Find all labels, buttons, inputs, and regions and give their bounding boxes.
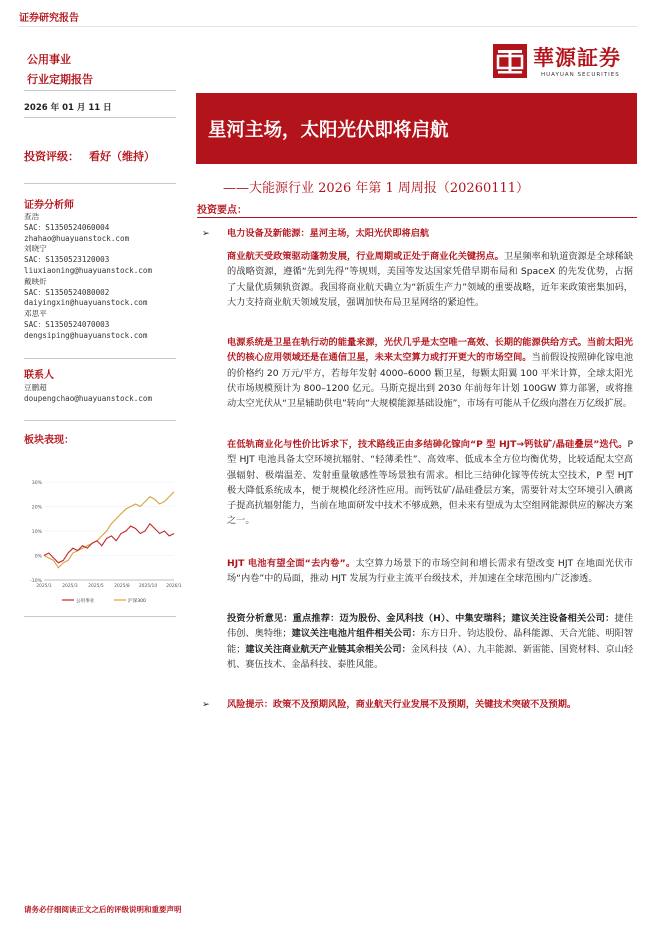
y-tick-label: -10% bbox=[30, 579, 42, 584]
key-points-divider bbox=[197, 217, 637, 218]
analyst-name: 查浩 bbox=[24, 212, 40, 221]
analyst-email[interactable]: zhahao@huayuanstock.com bbox=[24, 233, 130, 243]
paragraph-power-body: 当前假设按照砷化镓电池的价格约 20 万元/平方，若每年发射 4000–6000 颗卫星，每颗太阳翼 100 平米计算，全球太阳光伏市场规模预计为 800–1200 亿元。马斯克提出到 2030 年前每年计划 100GW 算力部署，或将推动太空光伏从“卫星辅助供电”转向“大规模能源基础设施”，市场有可能从千亿级向潜在万亿级扩展。 bbox=[227, 352, 634, 410]
report-title-text: 星河主场，太阳光伏即将启航 bbox=[208, 119, 449, 141]
paragraph-power-system bbox=[227, 335, 633, 411]
performance-chart bbox=[24, 476, 184, 612]
divider bbox=[24, 420, 176, 421]
analyst-name: 邓思平 bbox=[24, 309, 47, 319]
investment-recommend: 迈为股份、金风科技（H）、中集安瑞科； bbox=[339, 613, 512, 624]
report-type: 证券研究报告 bbox=[19, 13, 79, 24]
bullet-energy bbox=[202, 226, 632, 241]
analyst-sac: SAC：S1350524070003 bbox=[24, 319, 110, 329]
analyst-name: 刘晓宁 bbox=[24, 244, 47, 254]
analyst-sac: SAC：S1350524060004 bbox=[24, 222, 110, 232]
y-tick-label: 20% bbox=[31, 505, 42, 511]
bullet-risk bbox=[202, 697, 632, 712]
key-points-label: 投资要点： bbox=[197, 205, 247, 216]
investment-label-equipment: 建议关注设备相关公司： bbox=[511, 613, 615, 624]
report-title bbox=[196, 93, 637, 164]
top-divider bbox=[19, 26, 637, 27]
paragraph-technology-body: P 型 HJT 电池具备太空环境抗辐射、“轻薄柔性”、高效率、低成本全方位均衡优势，比较适配太空高强辐射、极端温差、发射重量敏感性等场景独有需求。相比三结砷化镓等传统太空技术，P 型 HJT 极大降低系统成本，便于规模化经济性应用。而钙钛矿/晶硅叠层方案，需要针对太空环境引入碘离子提高抗辐射能力，当前在地面研发中技术不够成熟，但未来有望成为太空组网能源供应的解决方案之一。 bbox=[227, 439, 633, 527]
bullet-energy-text: 电力设备及新能源：星河主场，太阳光伏即将启航 bbox=[227, 228, 430, 239]
contact-label: 联系人 bbox=[24, 370, 54, 381]
analyst-sac: SAC：S1350523120003 bbox=[24, 255, 110, 265]
report-subtitle: ——大能源行业 2026 年第 1 周周报（20260111） bbox=[223, 181, 530, 196]
analyst-name: 戴映炘 bbox=[24, 276, 47, 286]
y-tick-label: 0% bbox=[34, 554, 42, 560]
analyst-email[interactable]: liuxiaoning@huayuanstock.com bbox=[24, 265, 153, 275]
series-line-sector bbox=[44, 524, 174, 563]
investment-label: 投资分析意见：重点推荐： bbox=[227, 613, 340, 624]
report-category: 行业定期报告 bbox=[27, 73, 93, 86]
x-tick-label: 2025/10 bbox=[138, 584, 158, 589]
legend-label-sector: 公用事业 bbox=[76, 599, 95, 604]
sector-name: 公用事业 bbox=[27, 53, 71, 66]
divider bbox=[24, 358, 176, 359]
analysts-label: 证券分析师 bbox=[24, 200, 74, 211]
paragraph-policy bbox=[227, 249, 633, 310]
rating bbox=[24, 148, 155, 164]
footer-disclaimer: 请务必仔细阅读正文之后的评级说明和重要声明 bbox=[24, 905, 182, 914]
report-date: 2026 年 01 月 11 日 bbox=[24, 103, 112, 113]
series-line-index bbox=[44, 492, 174, 568]
y-tick-label: 10% bbox=[31, 530, 42, 535]
paragraph-technology bbox=[227, 437, 633, 529]
brand-name: 華源証券 bbox=[533, 45, 621, 70]
x-tick-label: 2025/8 bbox=[114, 584, 130, 589]
bullet-arrow-icon: ➢ bbox=[202, 699, 210, 710]
divider bbox=[24, 117, 176, 118]
paragraph-technology-lead: 在低轨商业化与性价比诉求下，技术路线正由多结砷化镓向“P 型 HJT→钙钛矿/晶硅叠层”迭代。 bbox=[227, 439, 628, 450]
paragraph-hjt bbox=[227, 556, 633, 587]
x-tick-label: 2025/3 bbox=[62, 584, 78, 589]
rating-value: 看好（维持） bbox=[89, 150, 155, 163]
bullet-arrow-icon: ➢ bbox=[202, 228, 210, 239]
investment-list-cells: 东方日升、钧达股份、晶科能源、天合光能、明阳智能； bbox=[227, 628, 634, 655]
risk-text: 风险提示：政策不及预期风险，商业航天行业发展不及预期，关键技术突破不及预期。 bbox=[227, 699, 577, 710]
paragraph-power-lead: 电源系统是卫星在轨行动的能量来源，光伏几乎是太空唯一高效、长期的能源供给方式。当前太阳光伏的核心应用领域还是在通信卫星，未来太空算力或打开更大的市场空间。 bbox=[227, 337, 633, 364]
analyst-email[interactable]: daiyingxin@huayuanstock.com bbox=[24, 298, 148, 308]
analyst-sac: SAC：S1350524080002 bbox=[24, 287, 110, 297]
investment-label-aerospace: 建议关注商业航天产业链其余相关公司： bbox=[245, 643, 411, 655]
investment-list-equipment: 捷佳伟创、奥特维； bbox=[227, 613, 634, 640]
brand-name-en: HUAYUAN SECURITIES bbox=[541, 72, 620, 78]
paragraph-policy-body: 卫星频率和轨道资源是全球稀缺的战略资源，遵循“先到先得”等规则，美国等发达国家凭借早期布局和 SpaceX 的先发优势，占据了大量优质频轨资源。我国将商业航天确立为“新质生产力”领域的重要战略，近年来政策密集加码，大力支持商业航天领域发展，强调加快布局卫星网络的紧迫性。 bbox=[227, 251, 634, 308]
legend-label-index: 沪深300 bbox=[128, 599, 146, 604]
contact-info bbox=[24, 383, 152, 405]
divider bbox=[24, 616, 176, 617]
investment-label-cells: 建议关注电池片组件相关公司： bbox=[291, 628, 421, 640]
contact-email[interactable]: doupengchao@huayuanstock.com bbox=[24, 393, 153, 403]
contact-name: 豆鹏超 bbox=[24, 383, 47, 392]
x-tick-label: 2025/5 bbox=[88, 584, 104, 589]
performance-label: 板块表现： bbox=[24, 435, 74, 446]
x-tick-label: 2025/1 bbox=[36, 584, 52, 589]
analyst-email[interactable]: dengsiping@huayuanstock.com bbox=[24, 330, 148, 340]
y-tick-label: 30% bbox=[31, 481, 42, 486]
paragraph-policy-lead: 商业航天受政策驱动蓬勃发展，行业周期或正处于商业化关键拐点。 bbox=[227, 251, 504, 262]
x-tick-label: 2026/1 bbox=[166, 584, 182, 589]
brand-logo-icon bbox=[493, 44, 527, 78]
paragraph-hjt-lead: HJT 电池有望全面“去内卷”。 bbox=[227, 558, 356, 569]
paragraph-hjt-body: 太空算力场景下的市场空间和增长需求有望改变 HJT 在地面光伏市场“内卷”中的局面，推动 HJT 发展为行业主流平台级技术，并加速在全球范围内广泛渗透。 bbox=[227, 558, 633, 585]
divider bbox=[24, 183, 176, 184]
investment-list-aerospace: 金风科技（A）、九丰能源、新雷能、国瓷材料、京山轻机、赛伍技术、金晶科技、泰胜风能。 bbox=[227, 643, 634, 670]
divider bbox=[24, 90, 176, 91]
analysts-list bbox=[24, 212, 174, 342]
paragraph-investment bbox=[227, 611, 633, 672]
rating-label: 投资评级： bbox=[24, 150, 79, 163]
